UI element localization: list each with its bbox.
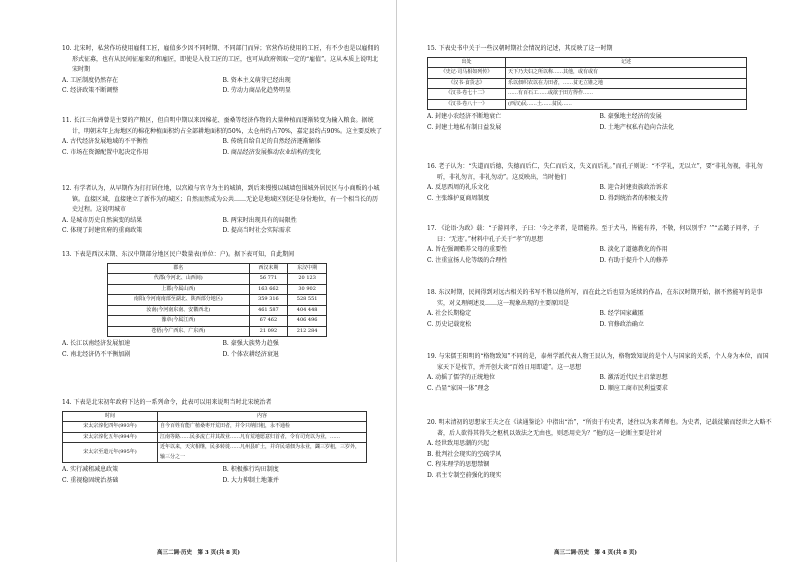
- table-header: 记述: [506, 57, 747, 68]
- option-d: D. 劳动力商品化趋势明显: [222, 87, 291, 94]
- table-row: [108, 295, 327, 306]
- table-cell: 《史记·司马相如列传》: [428, 68, 506, 79]
- question-15-text: 15. 下表史书中关于一些汉朝时期社会情况的记述，其反映了这一时期: [427, 45, 613, 52]
- right-page: [397, 0, 794, 562]
- option-b: B. 传统自给自足的自然经济逐渐解体: [222, 138, 321, 145]
- table-cell: 404 448: [288, 305, 327, 316]
- table-row: [63, 443, 367, 463]
- table-row: [108, 284, 327, 295]
- table-cell: 苍梧(今广西东、广东西): [108, 326, 250, 337]
- option-c: C. 重视稳固统治基础: [62, 476, 119, 484]
- table-header-row: [428, 57, 747, 68]
- table-cell: 20 123: [288, 274, 327, 285]
- option-a: A. 封建小农经济不断地衰亡: [427, 113, 502, 120]
- option-d: D. 有助于提升个人的修养: [599, 256, 668, 264]
- question-16-options: [427, 183, 772, 204]
- table-cell: 宋太宗淳化四年(993年): [63, 422, 158, 433]
- table-cell: 《汉书·卷七十二》: [428, 89, 506, 100]
- table-row: [108, 274, 327, 285]
- question-20: [397, 418, 794, 481]
- question-15: [397, 44, 794, 133]
- table-cell: 宋太宗至道元年(995年): [63, 443, 158, 463]
- table-cell: 江南等路……民多流亡并其故业……凡有荒地愿意归首者，令有司充以为业，……: [158, 432, 367, 443]
- option-d: D. 官修政治确立: [599, 320, 644, 328]
- option-d: D. 提高当时社会实际需求: [222, 227, 291, 234]
- option-b: B. 淡化了道德教化的作用: [599, 246, 668, 253]
- option-b: B. 积极推行均田制度: [222, 466, 279, 473]
- question-16-text: 16. 老子认为：“失道而后德，失德而后仁，失仁而后义，失义而后礼。”而孔子则说：“不学礼，无以立”，要“非礼勿视，非礼勿听，非礼勿言，非礼勿动”。这反映出，当时他们: [427, 163, 763, 181]
- table-cell: 163 662: [249, 284, 288, 295]
- option-d: D. 商品经济发展推动农业结构的变化: [222, 148, 321, 156]
- question-13-text: 13. 下表是西汉末期、东汉中期部分地区民户数量表(单位：户)。据下表可知，自此期间: [62, 251, 295, 258]
- table-row: [63, 422, 367, 433]
- question-10-text: 10. 北宋时，私营作坊使用雇佣工匠，雇值多少因不同时期、不同部门而异；官营作坊使用的工匠，有不少也是以雇佣的形式征募，也有从民间征雇来的和雇匠，即使是入役工匠的工匠，也可从政府领取一定的“雇值”。这从本质上说明北宋时期: [62, 45, 380, 73]
- option-b: B. 豪强大族势力趋强: [222, 340, 279, 347]
- option-a: A. 旨在强调赡养父母的重要性: [427, 246, 508, 253]
- option-b: B. 迎合封建贵族政治诉求: [599, 184, 668, 191]
- option-c: C. 封建土地私有制日益发展: [427, 123, 502, 131]
- question-19-text: 19. 与宋儒王阳明的“格物致知”不同的是，泰州学派代表人物王艮认为，格物致知说的是个人与国家的关系，个人身为本位，而国家天下是枝节，并开创大谈“百姓日用即道”。这一思想: [427, 353, 769, 371]
- option-a: A. 反思西周的礼乐文化: [427, 184, 490, 191]
- table-cell: 《汉书·食货志》: [428, 78, 506, 89]
- table-cell: 南阳(今河南南部至湖北、陕西部分地区): [108, 295, 250, 306]
- option-a: A. 社会长期稳定: [427, 310, 472, 317]
- option-c: C. 市场在资源配置中起决定作用: [62, 148, 149, 156]
- table-cell: 212 284: [288, 326, 327, 337]
- question-19: [397, 352, 794, 394]
- option-b: B. 两宋时出现具有的局限性: [222, 216, 297, 224]
- history-table: [427, 57, 747, 111]
- table-header: 西汉末期: [249, 263, 288, 274]
- question-12: [0, 184, 397, 237]
- question-11-options: [62, 137, 383, 158]
- table-row: [428, 89, 747, 100]
- option-d: D. 大力抑制土地兼并: [222, 476, 279, 484]
- page-footer: 高三二调·历史 第 3 页(共 8 页): [157, 550, 240, 556]
- table-header-row: [108, 263, 327, 274]
- table-cell: (西汉)民……土……贫民……: [506, 99, 747, 110]
- option-b: B. 豪强地主经济的发展: [599, 113, 662, 120]
- question-16: [397, 162, 794, 204]
- question-17: [397, 224, 794, 266]
- option-a: A. 是城市历史自然演变的结果: [62, 216, 143, 224]
- table-cell: 359 316: [249, 295, 288, 306]
- table-header: 时间: [63, 411, 158, 422]
- question-11: [0, 116, 397, 158]
- question-13: [0, 250, 397, 360]
- option-c: C. 体现了封建官府的重商政策: [62, 227, 143, 234]
- option-c: C. 程朱理学的思想禁锢: [427, 461, 490, 468]
- option-c: C. 主张维护夏商周制度: [427, 194, 490, 202]
- option-c: C. 南北经济仍不平衡加剧: [62, 350, 131, 358]
- option-c: C. 注重宣扬人伦等级的合理性: [427, 256, 508, 264]
- option-b: B. 激活近代民主启蒙思想: [599, 374, 668, 381]
- table-header: 郡名: [108, 263, 250, 274]
- table-row: [108, 326, 327, 337]
- decree-table: [62, 411, 367, 464]
- table-row: [428, 99, 747, 110]
- option-d: D. 君主专制空前强化的现实: [427, 471, 502, 479]
- table-cell: 56 771: [249, 274, 288, 285]
- question-15-options: [427, 112, 772, 133]
- option-a: A. 长江以南经济发展加速: [62, 340, 131, 347]
- table-header: 内容: [158, 411, 367, 422]
- option-d: D. 得到统治者的积极支持: [599, 194, 668, 202]
- table-cell: 《汉书·卷八十一》: [428, 99, 506, 110]
- table-cell: 自今百姓有能广植桑枣开荒田者，并令只纳旧租，永不通检: [158, 422, 367, 433]
- option-b: B. 经学国家藏匿: [599, 310, 644, 317]
- question-18-options: [427, 309, 772, 330]
- question-10: [0, 44, 397, 97]
- table-cell: 30 902: [288, 284, 327, 295]
- question-14: [0, 398, 397, 486]
- question-13-options: [62, 339, 383, 360]
- question-14-text: 14. 下表是北宋初年政府下达的一系列命令，此表可以用来说明当时北宋统治者: [62, 399, 272, 406]
- table-cell: 528 551: [288, 295, 327, 306]
- question-18: [397, 288, 794, 330]
- question-10-options: [62, 76, 383, 97]
- table-row: [428, 68, 747, 79]
- question-20-options: [427, 439, 772, 481]
- option-a: A. 工匠制度仍然存在: [62, 76, 119, 84]
- question-17-text: 17. 《论语·为政》载：“子游问孝，子曰：‘今之孝者，是谓能养。至于犬马，皆能有养，不敬，何以别乎？’”“孟懿子问孝，子曰：‘无违’。”材料中孔子关于“孝”的思想: [427, 225, 760, 243]
- question-19-options: [427, 373, 772, 394]
- question-18-text: 18. 东汉时期，民间得到对远古相关的书写不胜以他所写，而在此之后也显为延续的作品，在东汉时期开始，据不然能写的是事实，对义理阐述及……这一现象出现的主要原因是: [427, 289, 763, 307]
- table-cell: ……有百石工……或欲于田方得作……: [506, 89, 747, 100]
- option-c: C. 经济政策不断调整: [62, 87, 119, 94]
- table-cell: 天下乃夫妇之所以称……其他，或有或有: [506, 68, 747, 79]
- question-17-options: [427, 245, 772, 266]
- household-table: [107, 263, 327, 338]
- option-d: D. 顺应工商市民利益要求: [599, 384, 668, 392]
- table-cell: 汝南(今河南东南、安徽西北): [108, 305, 250, 316]
- option-a: A. 动摇了儒学的正统地位: [427, 374, 496, 381]
- option-c: C. 凸显“家国一体”理念: [427, 384, 490, 392]
- table-cell: 上郡(今属山西): [108, 284, 250, 295]
- option-b: B. 资本主义萌芽已经出现: [222, 76, 291, 84]
- question-12-text: 12. 有学者认为，从早期作为打打居住地，以宫殿与官寺为主的城镇，到后来慢慢以城墙包围城外居民区与小商贩的小城镇。直接区域，直接建立了新作为的城区；自然而然成为公共……无论是地域区别还是身份地位，有一个相当长的历史过程。这说明城市: [62, 185, 380, 213]
- table-cell: 67 462: [249, 316, 288, 327]
- table-cell: 461 587: [249, 305, 288, 316]
- question-14-options: [62, 465, 383, 486]
- table-cell: 乐以佃织农以在力田者，……贫无立锥之地: [506, 78, 747, 89]
- option-d: D. 土地产权私有趋向合法化: [599, 123, 674, 131]
- table-row: [108, 316, 327, 327]
- table-cell: 近年以来，天灾相继，民多转徙……凡州县旷土，并许民请佃为永业，蠲三岁租，三岁外，输三分之一: [158, 443, 367, 463]
- question-12-options: [62, 216, 383, 237]
- table-cell: 21 092: [249, 326, 288, 337]
- table-row: [108, 305, 327, 316]
- question-11-text: 11. 长江三角洲曾是主要的产粮区，但自明中期以来因棉花、蚕桑等经济作物的大量种植而逐渐转变为输入粮食。据统计，明朝末年上海地区的棉花种植面积约占全部耕地面积的50%，太仓州约占70%，嘉定县约占90%。这主要反映了: [62, 117, 383, 135]
- table-header: 东汉中期: [288, 263, 327, 274]
- option-d: D. 个体农耕经济衰退: [222, 350, 279, 358]
- page-footer: 高三二调·历史 第 4 页(共 8 页): [554, 550, 637, 556]
- option-b: B. 批判社会现实的空疏学风: [427, 450, 502, 458]
- option-a: A. 经世致用思潮的兴起: [427, 440, 490, 447]
- option-a: A. 实行减租减息政策: [62, 466, 119, 473]
- table-header: 出处: [428, 57, 506, 68]
- table-row: [63, 432, 367, 443]
- option-c: C. 历史记载宽松: [427, 320, 472, 328]
- question-20-text: 20. 明末清初的思想家王夫之在《读通鉴论》中指出“治”，“所贵于有史者，述往以为来者师也。为史者，记载徒繁而经世之大略不著，后人欲得其得失之枢机以效法之无由也，则恶用史为？”他的这一论断主要是针对: [427, 419, 772, 437]
- table-row: [428, 78, 747, 89]
- option-a: A. 古代经济发展地域的不平衡性: [62, 138, 149, 145]
- table-cell: 406 496: [288, 316, 327, 327]
- table-cell: 代郡(今河北、山西间): [108, 274, 250, 285]
- table-cell: 豫章(今属江西): [108, 316, 250, 327]
- table-header-row: [63, 411, 367, 422]
- table-cell: 宋太宗淳化五年(994年): [63, 432, 158, 443]
